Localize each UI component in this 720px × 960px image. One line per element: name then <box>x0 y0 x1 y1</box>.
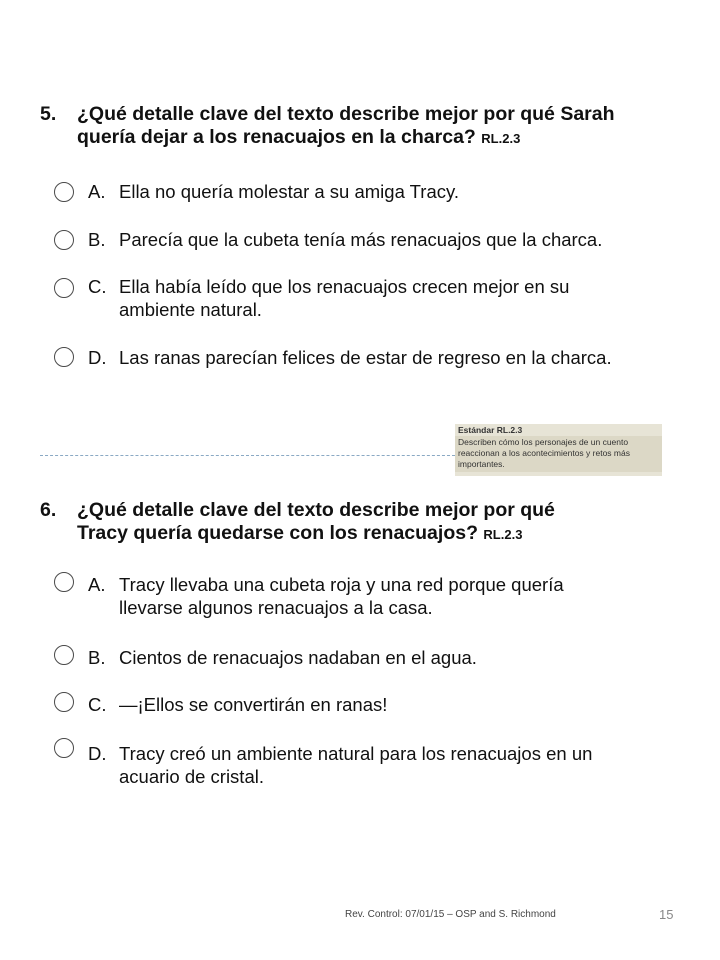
q5-option-d-bubble[interactable] <box>54 347 74 367</box>
standard-box-title: Estándar RL.2.3 <box>458 425 523 435</box>
q6-option-c-letter: C. <box>88 694 107 715</box>
q6-option-b-text: Cientos de renacuajos nadaban en el agua. <box>119 647 477 668</box>
q6-option-a-text <box>119 573 564 619</box>
standard-box <box>455 424 662 476</box>
q6-option-d-bubble[interactable] <box>54 738 74 758</box>
q6-option-d-line-1: Tracy creó un ambiente natural para los renacuajos en un <box>119 743 593 764</box>
q5-option-d-text: Las ranas parecían felices de estar de regreso en la charca. <box>119 347 612 368</box>
question-5-standard: RL.2.3 <box>481 131 521 146</box>
standard-box-line-2: reaccionan a los acontecimientos y retos más <box>458 448 630 458</box>
question-5-line-1: ¿Qué detalle clave del texto describe mejor por qué Sarah <box>77 103 615 125</box>
q5-option-c-line-1: Ella había leído que los renacuajos crecen mejor en su <box>119 276 570 297</box>
standard-box-line-3: importantes. <box>458 459 505 469</box>
q5-option-c-text <box>119 275 569 321</box>
question-5-number: 5. <box>40 103 57 125</box>
q6-option-b-letter: B. <box>88 647 106 668</box>
q5-option-b-letter: B. <box>88 229 106 250</box>
question-6-standard: RL.2.3 <box>483 527 523 542</box>
q5-option-b-bubble[interactable] <box>54 230 74 250</box>
q5-option-c-letter: C. <box>88 276 107 297</box>
question-6-line-1: ¿Qué detalle clave del texto describe mejor por qué <box>77 499 555 521</box>
q5-option-d-letter: D. <box>88 347 107 368</box>
question-5-text <box>77 103 697 150</box>
q6-option-d-text <box>119 742 592 788</box>
q6-option-a-line-2: llevarse algunos renacuajos a la casa. <box>119 597 433 618</box>
q6-option-a-line-1: Tracy llevaba una cubeta roja y una red porque quería <box>119 574 564 595</box>
q6-option-a-letter: A. <box>88 574 106 595</box>
footer-rev-control: Rev. Control: 07/01/15 – OSP and S. Richmond <box>345 909 556 920</box>
q5-option-b-text: Parecía que la cubeta tenía más renacuajos que la charca. <box>119 229 603 250</box>
q5-option-c-bubble[interactable] <box>54 278 74 298</box>
standard-box-line-1: Describen cómo los personajes de un cuento <box>458 437 629 447</box>
question-6-text <box>77 499 697 546</box>
q6-option-b-bubble[interactable] <box>54 645 74 665</box>
q5-option-a-bubble[interactable] <box>54 182 74 202</box>
section-divider <box>40 455 455 456</box>
question-5-line-2: quería dejar a los renacuajos en la charca? <box>77 126 476 148</box>
q6-option-d-letter: D. <box>88 743 107 764</box>
q6-option-d-line-2: acuario de cristal. <box>119 766 264 787</box>
page-number: 15 <box>659 907 674 922</box>
question-6-number: 6. <box>40 499 57 521</box>
q5-option-a-letter: A. <box>88 181 106 202</box>
q6-option-c-bubble[interactable] <box>54 692 74 712</box>
q6-option-c-text: —¡Ellos se convertirán en ranas! <box>119 694 388 715</box>
q6-option-a-bubble[interactable] <box>54 572 74 592</box>
standard-box-description <box>455 436 662 472</box>
question-6-line-2: Tracy quería quedarse con los renacuajos? <box>77 522 478 544</box>
q5-option-c-line-2: ambiente natural. <box>119 299 262 320</box>
q5-option-a-text: Ella no quería molestar a su amiga Tracy. <box>119 181 460 202</box>
